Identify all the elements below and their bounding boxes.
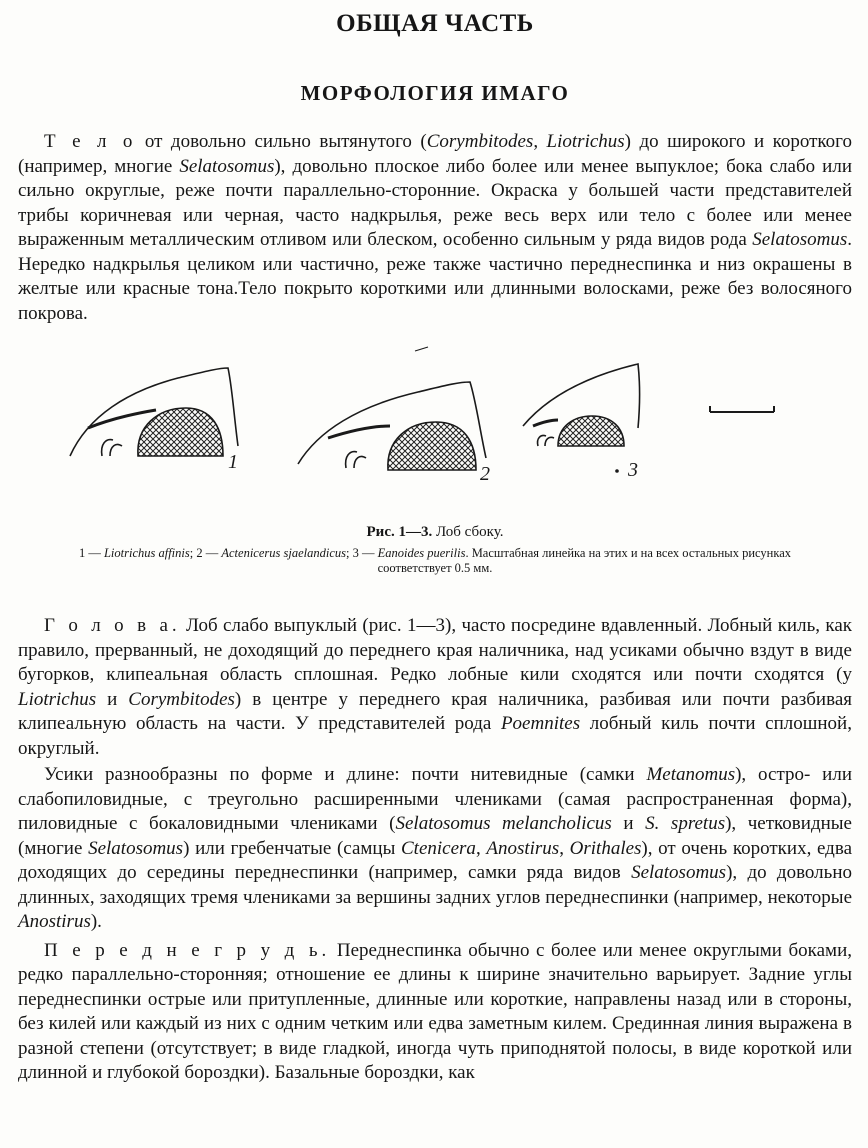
text-run: Переднеспинка обычно с более или менее округлыми боками, редко параллельно-сторонняя; отношение ее длины к ширине значительно варьирует. Задние углы переднеспинки острые или притупленные, длинные или короткие, направлены назад или в стороны, без килей или каждый из них с одним четким или едва заметным килем. Срединная линия выражена в разной степени (отсутствует; в виде гладкой, иногда чуть приподнятой полосы, в виде короткой или длинной и глубокой бороздки). Базальные бороздки, как xyxy=(18,939,852,1083)
figure-drawings xyxy=(18,346,852,514)
text-run: 1 — xyxy=(78,546,104,560)
taxon-name: Corymbitodes xyxy=(426,131,534,152)
caption-heading: Лоб сбоку. xyxy=(432,524,504,540)
paragraph-lead: П е р е д н е г р у д ь. xyxy=(44,939,331,961)
text-run: ; 2 — xyxy=(189,546,222,560)
text-run: ), четковидные (многие xyxy=(18,813,852,859)
taxon-name: Orithales xyxy=(569,837,642,859)
taxon-name: Corymbitodes xyxy=(128,688,235,710)
body-paragraph-intro xyxy=(18,130,852,326)
figure-label-2: 2 xyxy=(480,463,490,485)
taxon-name: Selatosomus xyxy=(752,229,848,250)
drawing-2 xyxy=(298,347,486,470)
body-paragraph-antennae xyxy=(18,763,852,935)
taxon-name: Anostirus xyxy=(18,911,91,932)
taxon-name: Selatosomus xyxy=(88,837,184,859)
taxon-name: Ctenicera xyxy=(401,837,476,859)
text-run: лобный киль почти сплошной, округлый. xyxy=(18,713,852,759)
text-run: ), остро- или слабопиловидные, с треугольно расширенными члениками (самая распространенная форма), пиловидные с бокаловидными члениками ( xyxy=(18,764,852,834)
drawing-3 xyxy=(523,364,640,446)
taxon-name: Poemnites xyxy=(500,713,581,734)
page xyxy=(18,0,852,1086)
text-run: ) в центре у переднего края наличника, разбивая или почти разбивая клипеальную область на части. У представителей рода xyxy=(18,688,852,734)
text-run: и xyxy=(96,688,129,710)
text-run: . Нередко надкрылья целиком или частично, реже также частично переднеспинка и низ окрашены в желтые или красные тона.Тело покрыто короткими или длинными волосками, реже без волосяного покрова. xyxy=(18,229,852,324)
text-run: ) или гребенчатые (самцы xyxy=(183,837,401,859)
taxon-name: Eanoides puerilis xyxy=(377,546,466,560)
text-run: Лоб слабо выпуклый (рис. 1—3), часто посредине вдавленный. Лобный киль, как правило, прерванный, не доходящий до переднего края наличника, над усиками обычно вздут в виде бугорков, клипеальная область сплошная. Редко лобные кили сходятся или почти сходятся (у xyxy=(18,615,853,685)
text-run: . Масштабная линейка на этих и на всех остальных рисунках соответствует 0.5 мм. xyxy=(377,546,792,575)
taxon-name: Liotrichus affinis xyxy=(103,546,190,560)
text-run: ) до широкого и короткого (например, многие xyxy=(18,131,852,177)
body-paragraph-head xyxy=(18,614,852,761)
text-run: , xyxy=(559,837,570,859)
page-heading: ОБЩАЯ ЧАСТЬ xyxy=(336,10,534,37)
taxon-name: Actenicerus sjaelandicus xyxy=(221,546,346,560)
caption-number: Рис. 1—3. xyxy=(366,524,433,540)
body-paragraph-prothorax xyxy=(18,939,852,1086)
figure-label-1: 1 xyxy=(228,451,238,473)
figure-caption xyxy=(48,546,822,576)
taxon-name: Anostirus xyxy=(486,837,560,859)
section-heading: МОРФОЛОГИЯ ИМАГО xyxy=(300,81,570,105)
taxon-name: S. spretus xyxy=(645,813,726,834)
text-run: ), довольно плоское либо более или менее выпуклое; бока слабо или сильно округлые, реже почти параллельно-сторонние. Окраска у большей части представителей трибы коричневая или черная, часто надкрылья, реже весь верх или тело с более или менее выраженным металлическим отливом или блеском, особенно сильным у ряда видов рода xyxy=(18,155,852,250)
figure-caption-title xyxy=(18,522,852,542)
text-run: , xyxy=(475,837,487,859)
paragraph-lead: Г о л о в а. xyxy=(44,615,181,636)
text-run: от довольно сильно вытянутого ( xyxy=(136,131,427,152)
figure-frons-lateral xyxy=(18,346,852,514)
drawing-1 xyxy=(70,368,238,456)
text-run: и xyxy=(611,813,646,834)
taxon-name: Metanomus xyxy=(646,764,736,785)
taxon-name: Selatosomus xyxy=(179,155,275,177)
figure-label-3: 3 xyxy=(628,459,638,481)
taxon-name: Selatosomus melancholicus xyxy=(395,813,612,834)
text-run: ). xyxy=(90,911,102,932)
text-run: ; 3 — xyxy=(345,546,378,560)
paragraph-lead: Т е л о xyxy=(44,131,137,152)
text-run: , xyxy=(533,131,547,152)
scale-bar xyxy=(710,406,774,412)
text-run: Усики разнообразны по форме и длине: почти нитевидные (самки xyxy=(44,764,647,785)
taxon-name: Liotrichus xyxy=(18,688,97,710)
text-run: ), от очень коротких, едва доходящих до середины переднеспинки (например, самки ряда видов xyxy=(18,837,853,883)
taxon-name: Selatosomus xyxy=(631,862,727,883)
taxon-name: Liotrichus xyxy=(546,131,625,152)
text-run: ), до довольно длинных, заходящих тремя члениками за вершины задних углов переднеспинки (например, некоторые xyxy=(18,862,853,908)
